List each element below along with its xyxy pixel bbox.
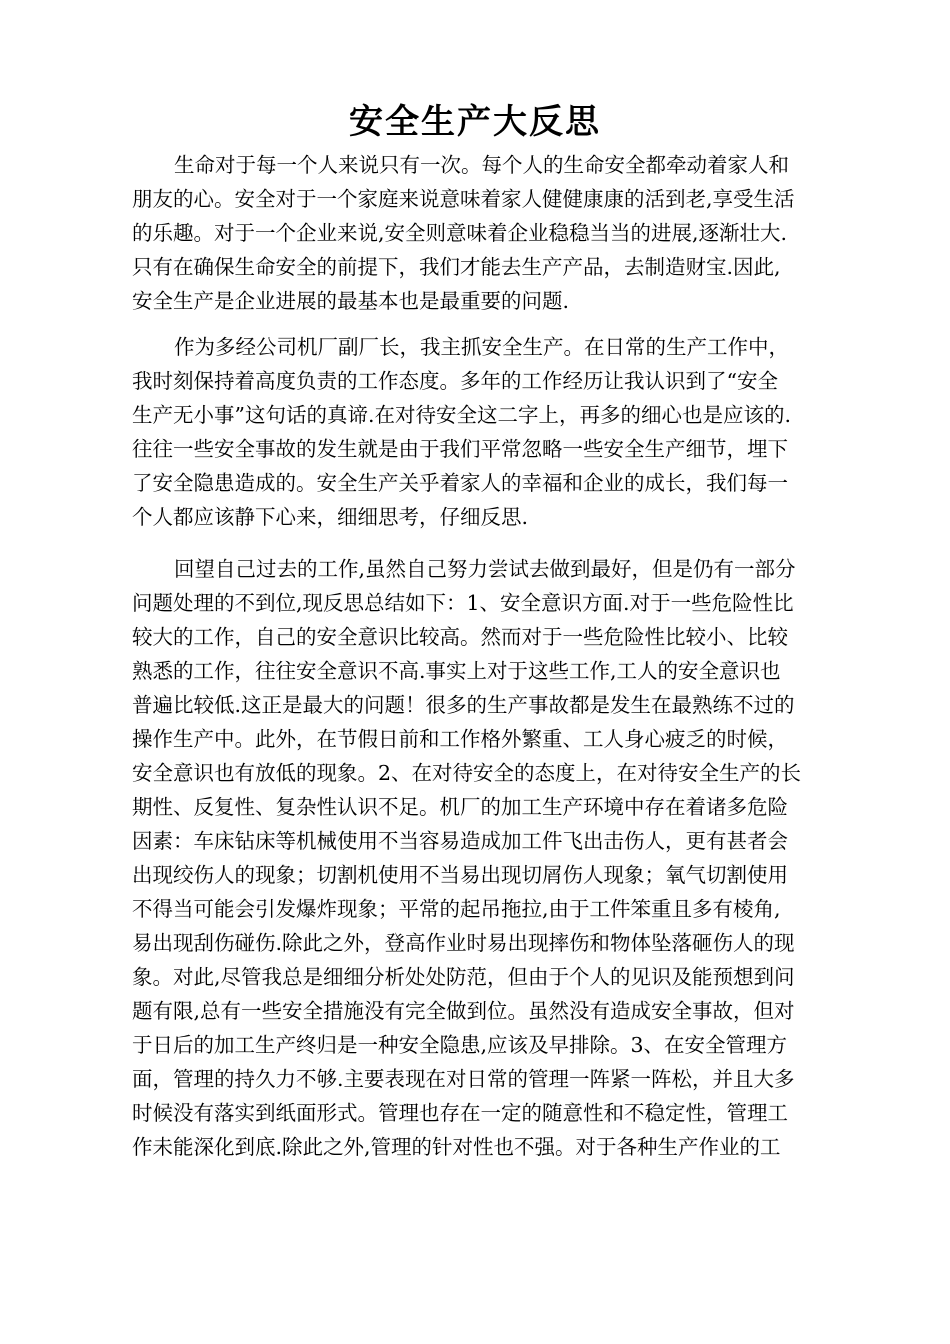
text-line: 我时刻保持着高度负责的工作态度。多年的工作经历让我认识到了“安全 — [132, 369, 778, 393]
text-line: 易出现刮伤碰伤.除此之外，登高作业时易出现摔伤和物体坠落砸伤人的现 — [132, 931, 795, 955]
text-line: 作为多经公司机厂副厂长，我主抓安全生产。在日常的生产工作中， — [174, 335, 789, 359]
text-line: 熟悉的工作，往往安全意识不高.事实上对于这些工作,工人的安全意识也 — [132, 659, 781, 683]
text-line: 不得当可能会引发爆炸现象；平常的起吊拖拉,由于工件笨重且多有棱角, — [132, 897, 781, 921]
text-line: 安全生产是企业进展的最基本也是最重要的问题. — [132, 289, 570, 313]
text-line: 作未能深化到底.除此之外,管理的针对性也不强。对于各种生产作业的工 — [132, 1135, 781, 1159]
text-line: 操作生产中。此外，在节假日前和工作格外繁重、工人身心疲乏的时候， — [132, 727, 788, 751]
text-line: 象。对此,尽管我总是细细分析处处防范，但由于个人的见识及能预想到问 — [132, 965, 795, 989]
text-line: 个人都应该静下心来，细细思考，仔细反思. — [132, 505, 529, 529]
text-line: 题有限,总有一些安全措施没有完全做到位。虽然没有造成安全事故，但对 — [132, 999, 795, 1023]
text-line: 往往一些安全事故的发生就是由于我们平常忽略一些安全生产细节，埋下 — [132, 437, 788, 461]
text-line: 只有在确保生命安全的前提下，我们才能去生产产品，去制造财宝.因此, — [132, 255, 781, 279]
page-title: 安全生产大反思 — [349, 102, 601, 142]
text-line: 安全意识也有放低的现象。2、在对待安全的态度上，在对待安全生产的长 — [132, 761, 802, 785]
text-line: 朋友的心。安全对于一个家庭来说意味着家人健健康康的活到老,享受生活 — [132, 187, 795, 211]
text-line: 生命对于每一个人来说只有一次。每个人的生命安全都牵动着家人和 — [174, 153, 789, 177]
text-line: 普遍比较低.这正是最大的问题！很多的生产事故都是发生在最熟练不过的 — [132, 693, 795, 717]
text-line: 问题处理的不到位,现反思总结如下：1、安全意识方面.对于一些危险性比 — [132, 591, 794, 615]
text-line: 生产无小事”这句话的真谛.在对待安全这二字上，再多的细心也是应该的. — [132, 403, 792, 427]
text-line: 了安全隐患造成的。安全生产关乎着家人的幸福和企业的成长，我们每一 — [132, 471, 788, 495]
text-line: 出现绞伤人的现象；切割机使用不当易出现切屑伤人现象；氧气切割使用 — [132, 863, 788, 887]
text-line: 于日后的加工生产终归是一种安全隐患,应该及早排除。3、在安全管理方 — [132, 1033, 788, 1057]
text-line: 时候没有落实到纸面形式。管理也存在一定的随意性和不稳定性，管理工 — [132, 1101, 788, 1125]
text-line: 期性、反复性、复杂性认识不足。机厂的加工生产环境中存在着诸多危险 — [132, 795, 788, 819]
text-line: 因素：车床钻床等机械使用不当容易造成加工件飞出击伤人，更有甚者会 — [132, 829, 788, 853]
text-line: 面，管理的持久力不够.主要表现在对日常的管理一阵紧一阵松，并且大多 — [132, 1067, 795, 1091]
text-line: 的乐趣。对于一个企业来说,安全则意味着企业稳稳当当的进展,逐渐壮大. — [132, 221, 788, 245]
text-line: 回望自己过去的工作,虽然自己努力尝试去做到最好，但是仍有一部分 — [174, 557, 796, 581]
text-line: 较大的工作，自己的安全意识比较高。然而对于一些危险性比较小、比较 — [132, 625, 788, 649]
